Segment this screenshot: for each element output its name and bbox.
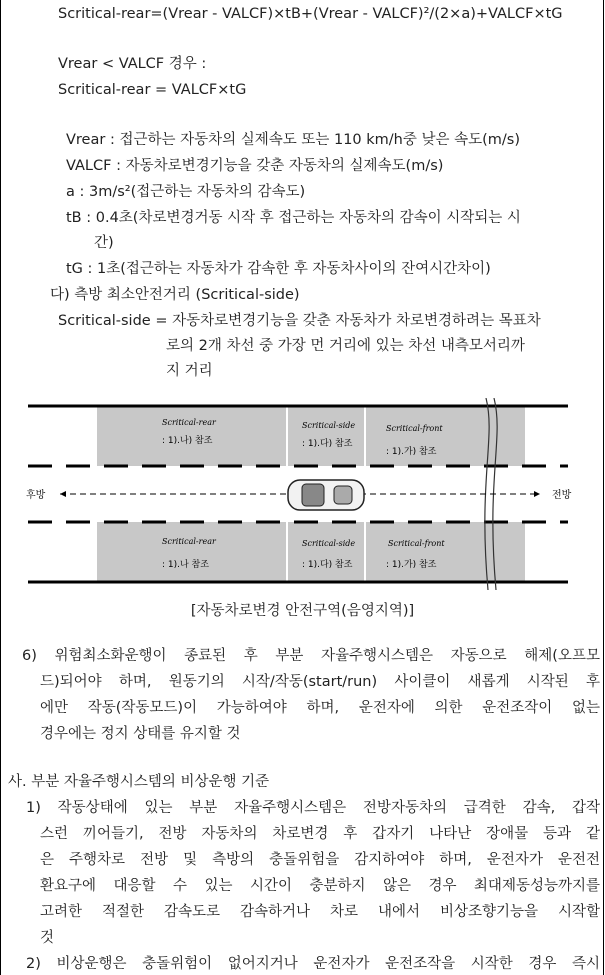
bottom-front-label: Scritical-front (388, 539, 445, 548)
def-vrear (66, 130, 520, 150)
section-sa-item1-line2: 스런 끼어들기, 전방 자동차의 차로변경 후 갑자기 나타난 장애물 등과 같 (40, 826, 600, 842)
formula-line-rear-case: Scritical-rear = VALCF×tG (58, 82, 247, 98)
car-icon (288, 480, 364, 510)
def-tg (66, 259, 491, 279)
def-vrear-symbol: Vrear (66, 132, 106, 148)
section-d-def-line1 (58, 311, 541, 331)
bottom-side-ref: : 1).다) 참조 (302, 560, 353, 570)
lane-change-safety-zone-diagram (20, 398, 590, 590)
top-front-ref: : 1).가) 참조 (386, 447, 437, 457)
arrow-rear-icon (60, 491, 66, 497)
item6-line1: 6) 위험최소화운행이 종료된 후 부분 자율주행시스템은 자동으로 해제(오프모 (22, 648, 600, 664)
def-a-text: : 3m/s²(접근하는 자동차의 감속도) (74, 184, 306, 200)
top-front-label: Scritical-front (386, 424, 443, 433)
def-tb-text: : 0.4초(차로변경거동 시작 후 접근하는 자동차의 감속이 시작되는 시 (81, 210, 521, 226)
section-d-heading: 다) 측방 최소안전거리 (Scritical-side) (50, 287, 300, 303)
def-a (66, 182, 305, 202)
bottom-front-ref: : 1).가) 참조 (386, 560, 437, 570)
arrow-front-icon (534, 491, 540, 497)
figure-caption: [자동차로변경 안전구역(음영지역)] (190, 603, 415, 619)
def-tg-text: : 1초(접근하는 자동차가 감속한 후 자동차사이의 잔여시간차이) (82, 261, 491, 277)
item6-line2: 드)되어야 하며, 원동기의 시작/작동(start/run) 사이클이 새롭게 시작된 후 (40, 674, 600, 690)
def-tb (66, 208, 521, 228)
top-side-ref: : 1).다) 참조 (302, 439, 353, 449)
section-sa-item1-line5: 고려한 적절한 감속도로 감속하거나 차로 내에서 비상조향기능을 시작할 (40, 904, 600, 920)
section-d-eq: = (150, 313, 173, 329)
def-tb-cont: 간) (94, 235, 114, 251)
section-d-symbol: Scritical-side (58, 313, 151, 329)
def-tb-symbol: tB (66, 210, 82, 226)
section-d-def-text1: 자동차로변경기능을 갖춘 자동차가 차로변경하려는 목표차 (172, 313, 541, 329)
bottom-rear-label: Scritical-rear (162, 537, 216, 546)
top-rear-label: Scritical-rear (162, 418, 216, 427)
section-sa-item1-line3: 은 주행차로 전방 및 측방의 충돌위험을 감지하여야 하며, 운전자가 운전전 (40, 852, 600, 868)
item6-line4: 경우에는 정지 상태를 유지할 것 (40, 726, 241, 742)
bottom-side-label: Scritical-side (302, 539, 356, 548)
page-frame-left (0, 0, 1, 975)
def-valcf (66, 156, 443, 176)
def-a-symbol: a (66, 184, 75, 200)
section-d-def-line2: 로의 2개 차선 중 가장 먼 거리에 있는 차선 내측모서리까 (166, 338, 525, 354)
bottom-rear-ref: : 1).나 참조 (162, 560, 209, 570)
section-sa-heading: 사. 부분 자율주행시스템의 비상운행 기준 (8, 774, 270, 790)
top-rear-ref: : 1).나) 참조 (162, 436, 213, 446)
section-sa-item1-line6: 것 (40, 930, 55, 946)
section-sa-item1-line1: 1) 작동상태에 있는 부분 자율주행시스템은 전방자동차의 급격한 감속, 갑작 (26, 800, 600, 816)
rear-direction-label: 후방 (26, 490, 46, 501)
section-sa-item2-line1: 2) 비상운행은 충돌위험이 없어지거나 운전자가 운전조작을 시작한 경우 즉시 (26, 956, 600, 972)
def-valcf-text: : 자동차로변경기능을 갖춘 자동차의 실제속도(m/s) (111, 158, 444, 174)
def-valcf-symbol: VALCF (66, 158, 112, 174)
page-frame-right (603, 0, 604, 975)
def-vrear-text: : 접근하는 자동차의 실제속도 또는 110 km/h중 낮은 속도(m/s) (105, 132, 520, 148)
front-direction-label: 전방 (552, 490, 572, 501)
section-d-def-line3: 지 거리 (166, 363, 213, 379)
formula-case-label: Vrear < VALCF 경우 : (58, 56, 207, 72)
top-side-label: Scritical-side (302, 421, 356, 430)
bottom-shaded-zone (97, 522, 525, 582)
item6-line3: 에만 작동(작동모드)이 가능하여야 하며, 운전자에 의한 운전조작이 없는 (40, 700, 600, 716)
def-tg-symbol: tG (66, 261, 83, 277)
section-sa-item1-line4: 환요구에 대응할 수 있는 시간이 충분하지 않은 경우 최대제동성능까지를 (40, 878, 600, 894)
formula-line-rear: Scritical-rear=(Vrear - VALCF)×tB+(Vrear - VALCF)²/(2×a)+VALCF×tG (58, 6, 563, 22)
